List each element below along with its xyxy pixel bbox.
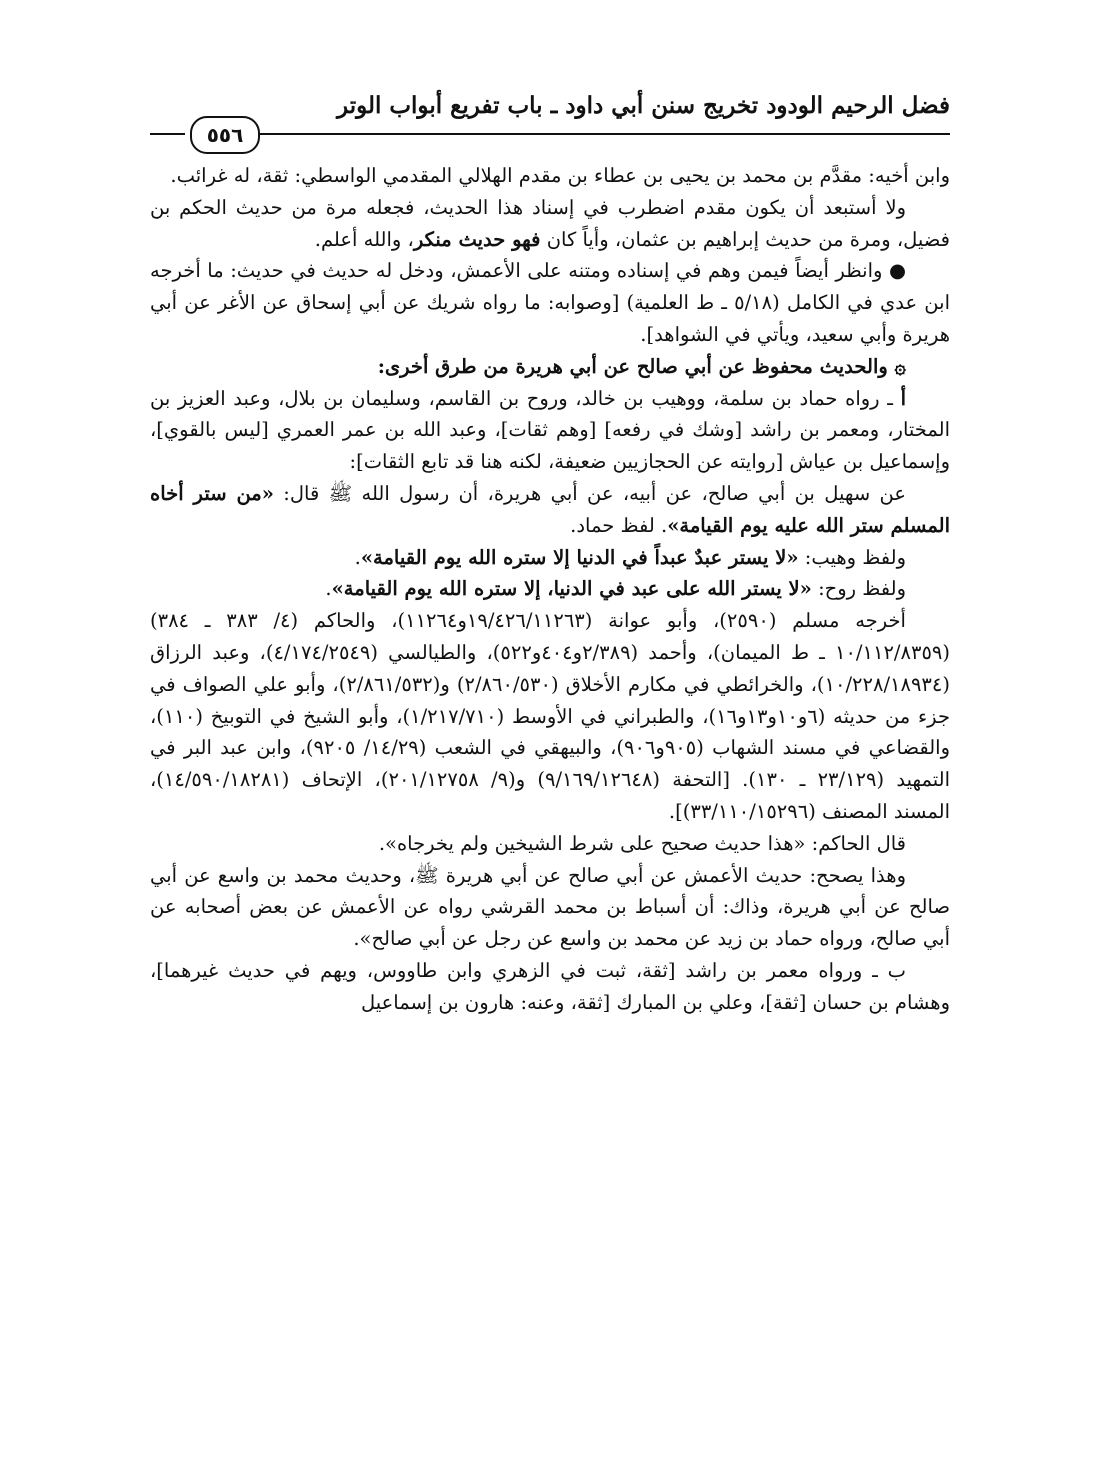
paragraph-8-text-c: . (325, 577, 332, 601)
paragraph-5-letter: أ (900, 386, 906, 410)
paragraph-7-hadith: «لا يستر عبدٌ عبداً في الدنيا إلا ستره الله يوم القيامة» (360, 545, 799, 569)
paragraph-2-text-a: ولا أستبعد أن يكون مقدم اضطرب في إسناد هذا الحديث، فجعله مرة من حديث الحكم بن فضيل، ومرة من حديث إبراهيم بن عثمان، وأياً كان (150, 195, 950, 251)
paragraph-8 (150, 573, 950, 605)
paragraph-7-text-c: . (354, 545, 361, 569)
paragraph-5 (150, 383, 950, 478)
paragraph-8-text-a: ولفظ روح: (811, 577, 906, 601)
paragraph-3: ● وانظر أيضاً فيمن وهم في إسناده ومتنه على الأعمش، ودخل له حديث في حديث: ما أخرجه ابن عدي في الكامل (٥/١٨ ـ ط العلمية) [وصوابه: ما رواه شريك عن أبي إسحاق عن الأغر عن أبي هريرة وأبي سعيد، ويأتي في الشواهد]. (150, 259, 950, 346)
paragraph-6 (150, 478, 950, 542)
paragraph-2-verdict: فهو حديث منكر (413, 227, 541, 251)
paragraph-12: ب ـ ورواه معمر بن راشد [ثقة، ثبت في الزهري وابن طاووس، ويهم في حديث غيرهما]، وهشام بن حسان [ثقة]، وعلي بن المبارك [ثقة، وعنه: هارون بن إسماعيل (150, 958, 950, 1014)
paragraph-7 (150, 542, 950, 574)
paragraph-9-citations: أخرجه مسلم (٢٥٩٠)، وأبو عوانة (١٩/٤٢٦/١١٢٦٣و١١٢٦٤)، والحاكم (٤/ ٣٨٣ ـ ٣٨٤) (١٠/١١٢/٨٣٥٩ ـ ط الميمان)، وأحمد (٢/٣٨٩و٤٠٤و٥٢٢)، والطيالسي (٤/١٧٤/٢٥٤٩)، وعبد الرزاق (١٠/٢٢٨/١٨٩٣٤)، والخرائطي في مكارم الأخلاق (٢/٨٦٠/٥٣٠) و(٢/٨٦١/٥٣٢)، وأبو علي الصواف في جزء من حديثه (٦و١٠و١٣و١٦)، والطبراني في الأوسط (١/٢١٧/٧١٠)، وأبو الشيخ في التوبيخ (١١٠)، والقضاعي في مسند الشهاب (٩٠٥و٩٠٦)، والبيهقي في الشعب (١٤/٢٩/ ٩٢٠٥)، وابن عبد البر في التمهيد (٢٣/١٢٩ ـ ١٣٠). [التحفة (٩/١٦٩/١٢٦٤٨) و(٩/ ٢٠١/١٢٧٥٨)، الإتحاف (١٤/٥٩٠/١٨٢٨١)، المسند المصنف (٣٣/١١٠/١٥٢٩٦)]. (150, 609, 950, 823)
header-rule (258, 133, 950, 135)
paragraph-6-text-c: . لفظ حماد. (570, 513, 668, 537)
main-text (150, 160, 950, 1019)
header-rule-left (150, 133, 185, 135)
paragraph-6-text-a: عن سهيل بن أبي صالح، عن أبيه، عن أبي هريرة، أن رسول الله ﷺ قال: (273, 481, 906, 505)
paragraph-10: قال الحاكم: «هذا حديث صحيح على شرط الشيخين ولم يخرجاه». (378, 831, 906, 855)
paragraph-2 (150, 192, 950, 256)
paragraph-1: وابن أخيه: مقدَّم بن محمد بن يحيى بن عطاء بن مقدم الهلالي المقدمي الواسطي: ثقة، له غرائب. (170, 164, 950, 187)
page-number: ٥٥٦ (190, 116, 260, 154)
page-header (150, 92, 950, 152)
paragraph-6-hadith: «من ستر أخاه المسلم ستر الله عليه يوم القيامة» (150, 481, 950, 537)
paragraph-8-hadith: «لا يستر الله على عبد في الدنيا، إلا ستره الله يوم القيامة» (331, 577, 812, 601)
paragraph-5-text: ـ رواه حماد بن سلمة، ووهيب بن خالد، وروح بن القاسم، وسليمان بن بلال، وعبد العزيز بن المختار، ومعمر بن راشد [وشك في رفعه] [وهم ثقات]، وعبد الله بن عمر العمري [ليس بالقوي]، وإسماعيل بن عياش [روايته عن الحجازيين ضعيفة، لكنه هنا قد تابع الثقات]: (150, 386, 950, 474)
running-title: فضل الرحيم الودود تخريج سنن أبي داود ـ باب تفريع أبواب الوتر (337, 92, 950, 119)
paragraph-7-text-a: ولفظ وهيب: (798, 545, 906, 569)
paragraph-11: وهذا يصحح: حديث الأعمش عن أبي صالح عن أبي هريرة ﷺ، وحديث محمد بن واسع عن أبي صالح عن أبي هريرة، وذاك: أن أسباط بن محمد القرشي رواه عن الأعمش عن بعض أصحابه عن أبي صالح، ورواه حماد بن زيد عن محمد بن واسع عن رجل عن أبي صالح». (150, 863, 950, 951)
paragraph-2-text-c: ، والله أعلم. (314, 227, 414, 251)
section-heading: ۞ والحديث محفوظ عن أبي صالح عن أبي هريرة من طرق أخرى: (377, 354, 906, 378)
